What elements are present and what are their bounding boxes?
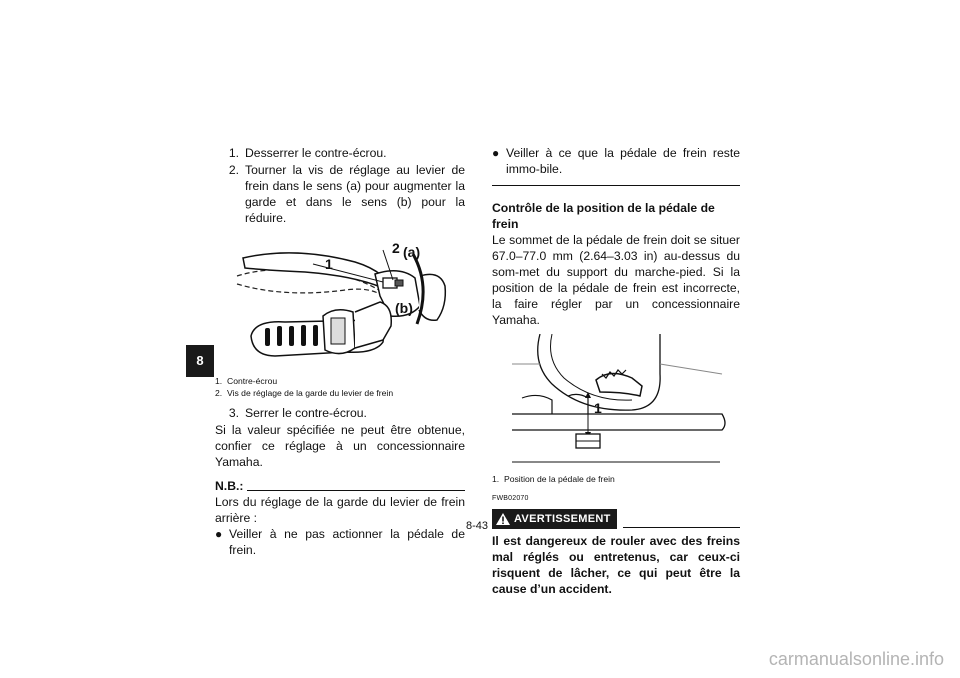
section-tab: 8	[186, 345, 214, 377]
figure-caption: 1. Position de la pédale de frein	[492, 474, 615, 484]
divider	[492, 185, 740, 186]
brake-lever-illustration	[215, 236, 465, 371]
footer-watermark: carmanualsonline.info	[768, 649, 944, 669]
brake-lever-figure	[215, 236, 465, 371]
callout-2: 2	[392, 240, 400, 256]
callout-1: 1	[594, 400, 602, 416]
paragraph: Si la valeur spécifiée ne peut être obtenue, confier ce réglage à un concessionnaire Yamaha.	[215, 423, 465, 469]
document-code: FWB02070	[492, 495, 529, 502]
list-item: ● Veiller à ce que la pédale de frein reste immo-bile.	[492, 146, 740, 176]
list-item: ● Veiller à ne pas actionner la pédale de frein.	[215, 527, 465, 557]
bullet-icon: ●	[492, 146, 500, 160]
right-column	[492, 145, 740, 597]
callout-1: 1	[325, 256, 333, 272]
step-2: 2. Tourner la vis de réglage au levier de frein dans le sens (a) pour augmenter la garde et dans le sens (b) pour la réduire.	[228, 163, 465, 225]
warning-heading	[492, 509, 740, 529]
callout-a: (a)	[403, 244, 421, 260]
section-text: Le sommet de la pédale de frein doit se situer 67.0–77.0 mm (2.64–3.03 in) au-dessus du som-met du support du marche-pied. Si la position de la pédale de frein est incorrecte, la faire régler par un concessionnaire Yamaha.	[492, 233, 740, 327]
section-title: Contrôle de la position de la pédale de frein	[492, 201, 715, 231]
nb-text: Lors du réglage de la garde du levier de frein arrière :	[215, 495, 465, 525]
bullet-icon: ●	[215, 527, 223, 541]
brake-pedal-illustration	[492, 334, 740, 469]
warning-badge: AVERTISSEMENT	[492, 509, 617, 529]
brake-pedal-figure	[492, 334, 740, 469]
step-1: 1. Desserrer le contre-écrou.	[228, 146, 387, 160]
warning-icon	[496, 513, 510, 525]
nb-heading: N.B.:	[215, 478, 465, 494]
page-number: 8-43	[466, 520, 489, 532]
left-column	[215, 145, 465, 558]
warning-text: Il est dangereux de rouler avec des freins mal réglés ou entretenus, car ceux-ci risquent de lâcher, ce qui peut être la cause d’un accident.	[492, 534, 740, 596]
step-3: 3. Serrer le contre-écrou.	[228, 406, 367, 420]
callout-b: (b)	[395, 300, 413, 316]
figure-caption: 1. Contre-écrou 2. Vis de réglage de la garde du levier de frein	[215, 376, 394, 398]
